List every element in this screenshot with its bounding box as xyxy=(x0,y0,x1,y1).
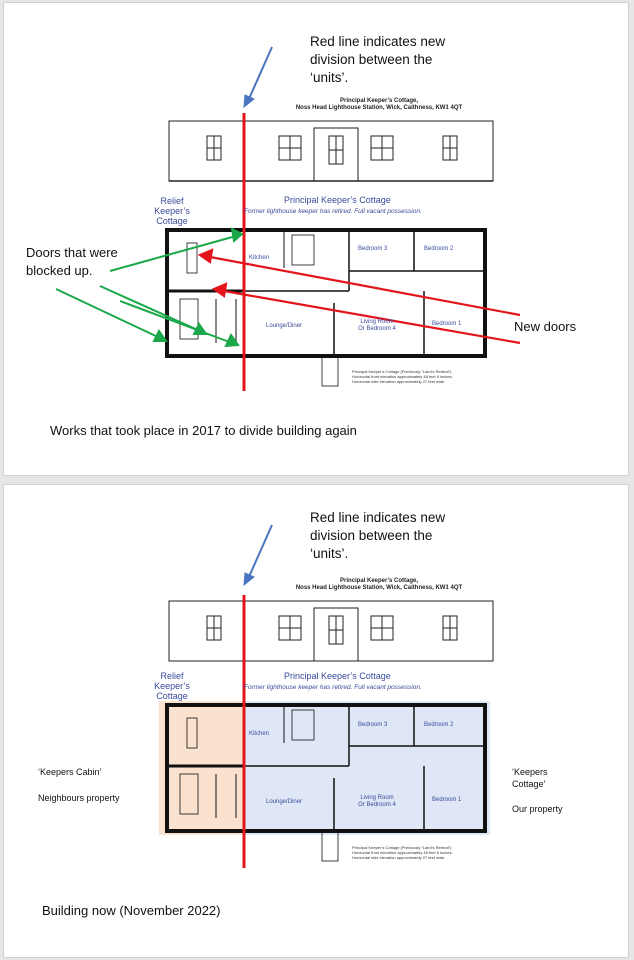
room-bedroom-1: Bedroom 1 xyxy=(432,797,462,803)
relief-label-line-2: Cottage xyxy=(156,216,188,226)
plan-footnote xyxy=(352,845,453,860)
plan-title-line-2: Noss Head Lighthouse Station, Wick, Caithness, KW1 4QT xyxy=(295,585,463,591)
floorplan-drawing xyxy=(4,3,630,477)
room-living-line-1: Living Room xyxy=(360,319,394,325)
relief-keepers-label xyxy=(142,196,202,226)
works-2017-caption: Works that took place in 2017 to divide building again xyxy=(50,423,357,438)
red-line-note-line-2: division between the xyxy=(310,52,433,67)
blue-arrow xyxy=(244,47,272,107)
room-bedroom-3: Bedroom 3 xyxy=(358,722,388,728)
room-living xyxy=(352,795,402,809)
relief-keepers-label xyxy=(142,671,202,701)
room-lounge-diner: Lounge/Diner xyxy=(266,323,303,329)
slide-2017-works xyxy=(3,2,629,476)
keepers-cottage-label xyxy=(512,766,548,790)
room-kitchen: Kitchen xyxy=(249,255,270,261)
room-bedroom-1: Bedroom 1 xyxy=(432,321,462,327)
keepers-cabin-region xyxy=(159,701,244,835)
principal-keepers-label: Principal Keeper’s Cottage xyxy=(284,671,391,681)
floorplan-drawing xyxy=(4,485,630,959)
principal-keepers-label: Principal Keeper’s Cottage xyxy=(284,195,391,205)
blue-arrow xyxy=(244,525,272,585)
plan-title-line-1: Principal Keeper’s Cottage, xyxy=(339,578,419,584)
red-line-note-line-3: ‘units’. xyxy=(310,546,349,561)
footnote-line-2: Horizontal front elevation approximately 48 feet 6 inches. xyxy=(352,374,453,379)
plan-title-line-1: Principal Keeper’s Cottage, xyxy=(339,98,419,104)
slide-building-now xyxy=(3,484,629,958)
front-elevation xyxy=(169,601,493,661)
keepers-cottage-line-1: ‘Keepers xyxy=(512,767,548,777)
room-living-line-1: Living Room xyxy=(360,795,394,801)
footnote-line-1: Principal Keeper’s Cottage (Previously “Laird’s Retreat”). xyxy=(352,369,453,374)
relief-label-line-2: Cottage xyxy=(156,691,188,701)
doors-blocked-line-1: Doors that were xyxy=(26,245,118,260)
room-living xyxy=(352,319,402,333)
red-line-note-line-3: ‘units’. xyxy=(310,70,349,85)
front-elevation xyxy=(169,121,493,181)
relief-label-line-1: Relief Keeper’s xyxy=(154,671,190,691)
footnote-line-3: Horizontal side elevation approximately 27 feet wide. xyxy=(352,379,446,384)
room-bedroom-2: Bedroom 2 xyxy=(424,246,454,252)
our-property-label: Our property xyxy=(512,804,563,814)
plan-footnote xyxy=(352,369,453,384)
doors-blocked-note xyxy=(26,244,118,280)
elevation-outline xyxy=(169,601,493,661)
neighbours-property-label: Neighbours property xyxy=(38,793,120,803)
principal-subtitle: Former lighthouse keeper has retired. Full vacant possession. xyxy=(244,208,422,215)
red-line-note-line-1: Red line indicates new xyxy=(310,34,446,49)
red-line-note-line-2: division between the xyxy=(310,528,433,543)
relief-label-line-1: Relief Keeper’s xyxy=(154,196,190,216)
keepers-cabin-label: ‘Keepers Cabin’ xyxy=(38,767,102,777)
new-doors-note: New doors xyxy=(514,319,577,334)
elevation-outline xyxy=(169,121,493,181)
room-living-line-2: Or Bedroom 4 xyxy=(358,326,396,332)
room-bedroom-2: Bedroom 2 xyxy=(424,722,454,728)
keepers-cottage-line-2: Cottage’ xyxy=(512,779,546,789)
footnote-line-1: Principal Keeper’s Cottage (Previously “Laird’s Retreat”). xyxy=(352,845,453,850)
red-line-note-line-1: Red line indicates new xyxy=(310,510,446,525)
room-bedroom-3: Bedroom 3 xyxy=(358,246,388,252)
principal-subtitle: Former lighthouse keeper has retired. Full vacant possession. xyxy=(244,684,422,691)
footnote-line-3: Horizontal side elevation approximately 27 feet wide. xyxy=(352,855,446,860)
room-kitchen: Kitchen xyxy=(249,731,270,737)
room-living-line-2: Or Bedroom 4 xyxy=(358,802,396,808)
doors-blocked-line-2: blocked up. xyxy=(26,263,93,278)
plan-title-line-2: Noss Head Lighthouse Station, Wick, Caithness, KW1 4QT xyxy=(295,105,463,111)
room-lounge-diner: Lounge/Diner xyxy=(266,799,303,805)
footnote-line-2: Horizontal front elevation approximately 48 feet 6 inches. xyxy=(352,850,453,855)
building-now-caption: Building now (November 2022) xyxy=(42,903,221,918)
